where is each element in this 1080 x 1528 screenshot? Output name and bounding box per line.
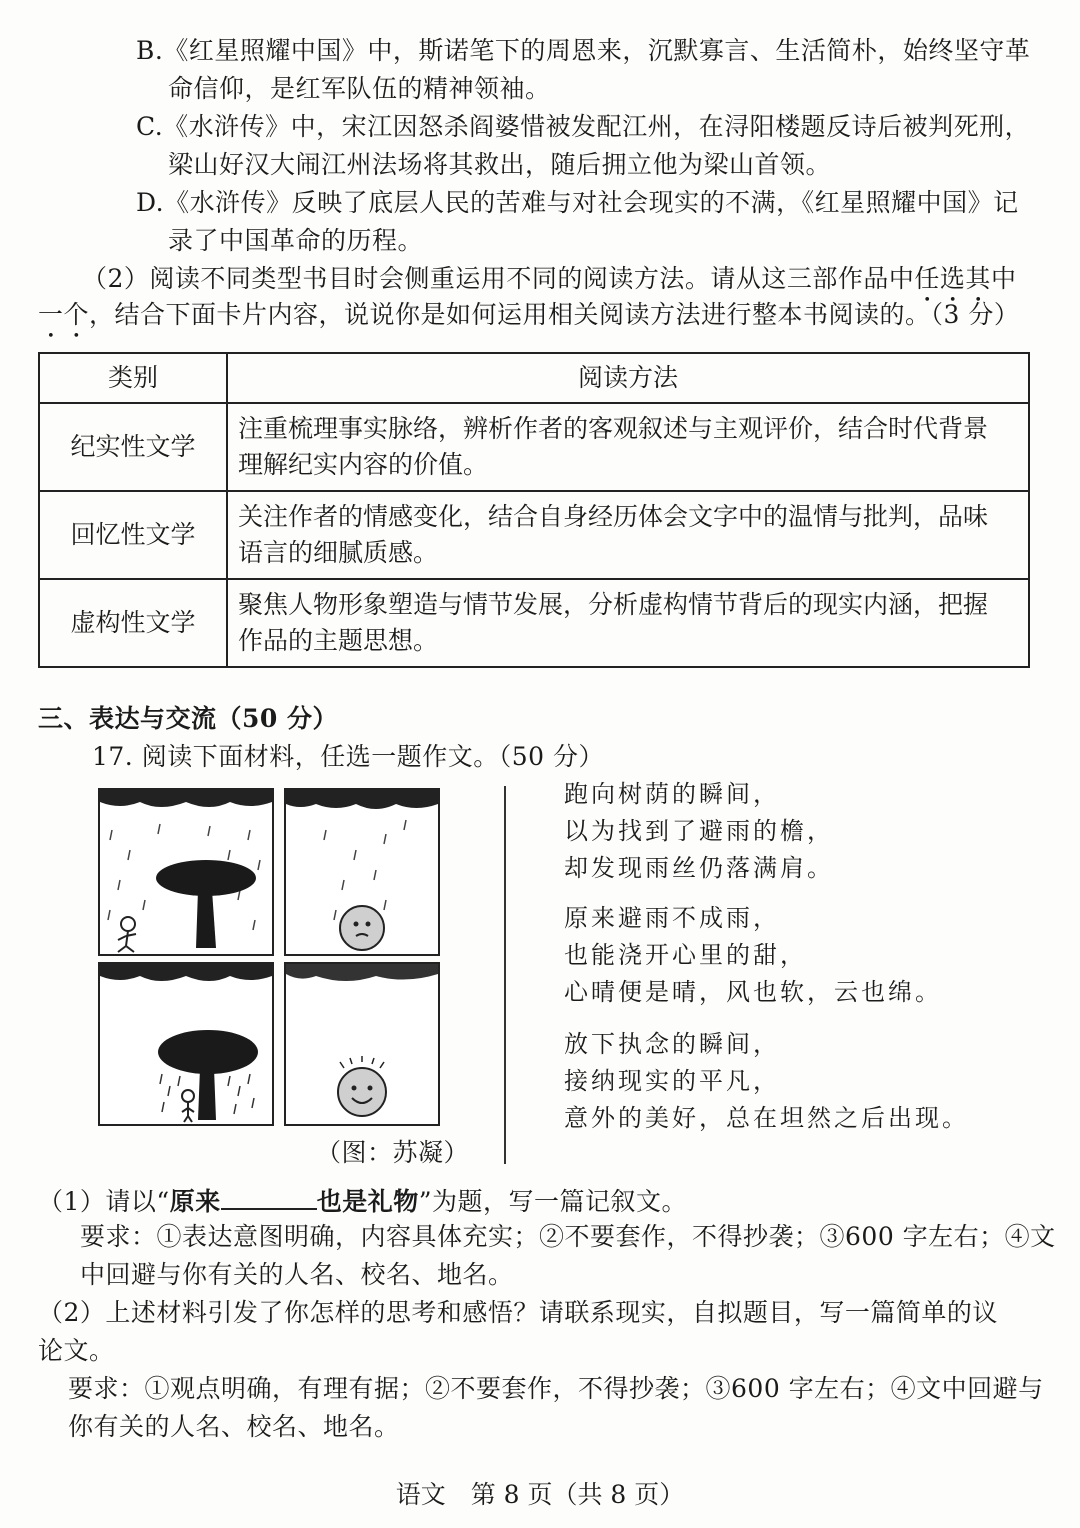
essay-topic-2-line1: （2）上述材料引发了你怎样的思考和感悟？请联系现实，自拟题目，写一篇简单的议 xyxy=(38,1298,998,1327)
poem-stanza-1 xyxy=(564,776,834,887)
poem-line: 也能浇开心里的甜， xyxy=(564,941,807,969)
option-c-line2: 梁山好汉大闹江州法场将其救出，随后拥立他为梁山首领。 xyxy=(168,150,832,179)
comic-panel-4 xyxy=(284,962,440,1126)
poem-line: 意外的美好，总在坦然之后出现。 xyxy=(564,1104,969,1132)
essay-topic-1-req-line2: 中回避与你有关的人名、校名、地名。 xyxy=(80,1260,514,1289)
poem-line: 跑向树荫的瞬间， xyxy=(564,780,780,808)
title-word: 也是礼物 xyxy=(316,1187,419,1216)
poem-line: 却发现雨丝仍落满肩。 xyxy=(564,854,834,882)
comic-panel-1 xyxy=(98,788,274,956)
reading-method-card xyxy=(38,352,1030,668)
method-cell: 关注作者的情感变化，结合自身经历体会文字中的温情与批判，品味 语言的细腻质感。 xyxy=(227,491,1029,579)
category-cell: 虚构性文学 xyxy=(39,579,227,667)
table-row xyxy=(39,403,1029,491)
poem-line: 放下执念的瞬间， xyxy=(564,1030,780,1058)
method-cell: 聚焦人物形象塑造与情节发展，分析虚构情节背后的现实内涵，把握 作品的主题思想。 xyxy=(227,579,1029,667)
option-b-line1: B.《红星照耀中国》中，斯诺笔下的周恩来，沉默寡言、生活简朴，始终坚守革 xyxy=(136,36,1031,65)
q16-part2-line2: 一个，结合下面卡片内容，说说你是如何运用相关阅读方法进行整本书阅读的。（3 分） xyxy=(38,300,1020,329)
essay-topic-1-req-line1: 要求：①表达意图明确，内容具体充实；②不要套作，不得抄袭；③600 字左右；④文 xyxy=(80,1222,1056,1251)
essay-topic-2-req-line2: 你有关的人名、校名、地名。 xyxy=(68,1412,400,1441)
poem-line: 接纳现实的平凡， xyxy=(564,1067,780,1095)
poem-line: 心晴便是晴，风也软，云也绵。 xyxy=(564,978,942,1006)
poem-stanza-2 xyxy=(564,900,942,1011)
essay-topic-2-line2: 论文。 xyxy=(38,1336,115,1365)
essay-topic-2-req-line1: 要求：①观点明确，有理有据；②不要套作，不得抄袭；③600 字左右；④文中回避与 xyxy=(68,1374,1044,1403)
page-footer: 语文 第 8 页（共 8 页） xyxy=(395,1480,685,1509)
option-d-line2: 录了中国革命的历程。 xyxy=(168,226,424,255)
category-cell: 回忆性文学 xyxy=(39,491,227,579)
emphasis-text: 任选其 xyxy=(914,264,991,293)
poem-stanza-3 xyxy=(564,1026,969,1137)
title-blank xyxy=(221,1182,317,1210)
essay-topic-1: （1）请以“原来 也是礼物”为题，写一篇记叙文。 xyxy=(38,1182,687,1219)
question-17: 17. 阅读下面材料，任选一题作文。（50 分） xyxy=(92,742,604,771)
table-row xyxy=(39,579,1029,667)
divider xyxy=(504,786,506,1164)
emphasis-text: 一个 xyxy=(38,300,90,329)
option-d-line1: D.《水浒传》反映了底层人民的苦难与对社会现实的不满，《红星照耀中国》记 xyxy=(136,188,1019,217)
option-c-line1: C.《水浒传》中，宋江因怒杀阎婆惜被发配江州，在浔阳楼题反诗后被判死刑， xyxy=(136,112,1031,141)
poem-line: 原来避雨不成雨， xyxy=(564,904,780,932)
header-category: 类别 xyxy=(39,353,227,403)
q16-part2-line1: （2）阅读不同类型书目时会侧重运用不同的阅读方法。请从这三部作品中任选其中 xyxy=(82,264,1017,293)
image-credit: （图：苏凝） xyxy=(316,1138,470,1167)
header-method: 阅读方法 xyxy=(227,353,1029,403)
section-heading: 三、表达与交流（50 分） xyxy=(38,704,338,733)
category-cell: 纪实性文学 xyxy=(39,403,227,491)
table-row xyxy=(39,491,1029,579)
method-cell: 注重梳理事实脉络，辨析作者的客观叙述与主观评价，结合时代背景 理解纪实内容的价值。 xyxy=(227,403,1029,491)
title-word: 原来 xyxy=(169,1187,221,1216)
poem-line: 以为找到了避雨的檐， xyxy=(564,817,834,845)
comic-panel-3 xyxy=(98,962,274,1126)
comic-panel-2 xyxy=(284,788,440,956)
option-b-line2: 命信仰，是红军队伍的精神领袖。 xyxy=(168,74,551,103)
